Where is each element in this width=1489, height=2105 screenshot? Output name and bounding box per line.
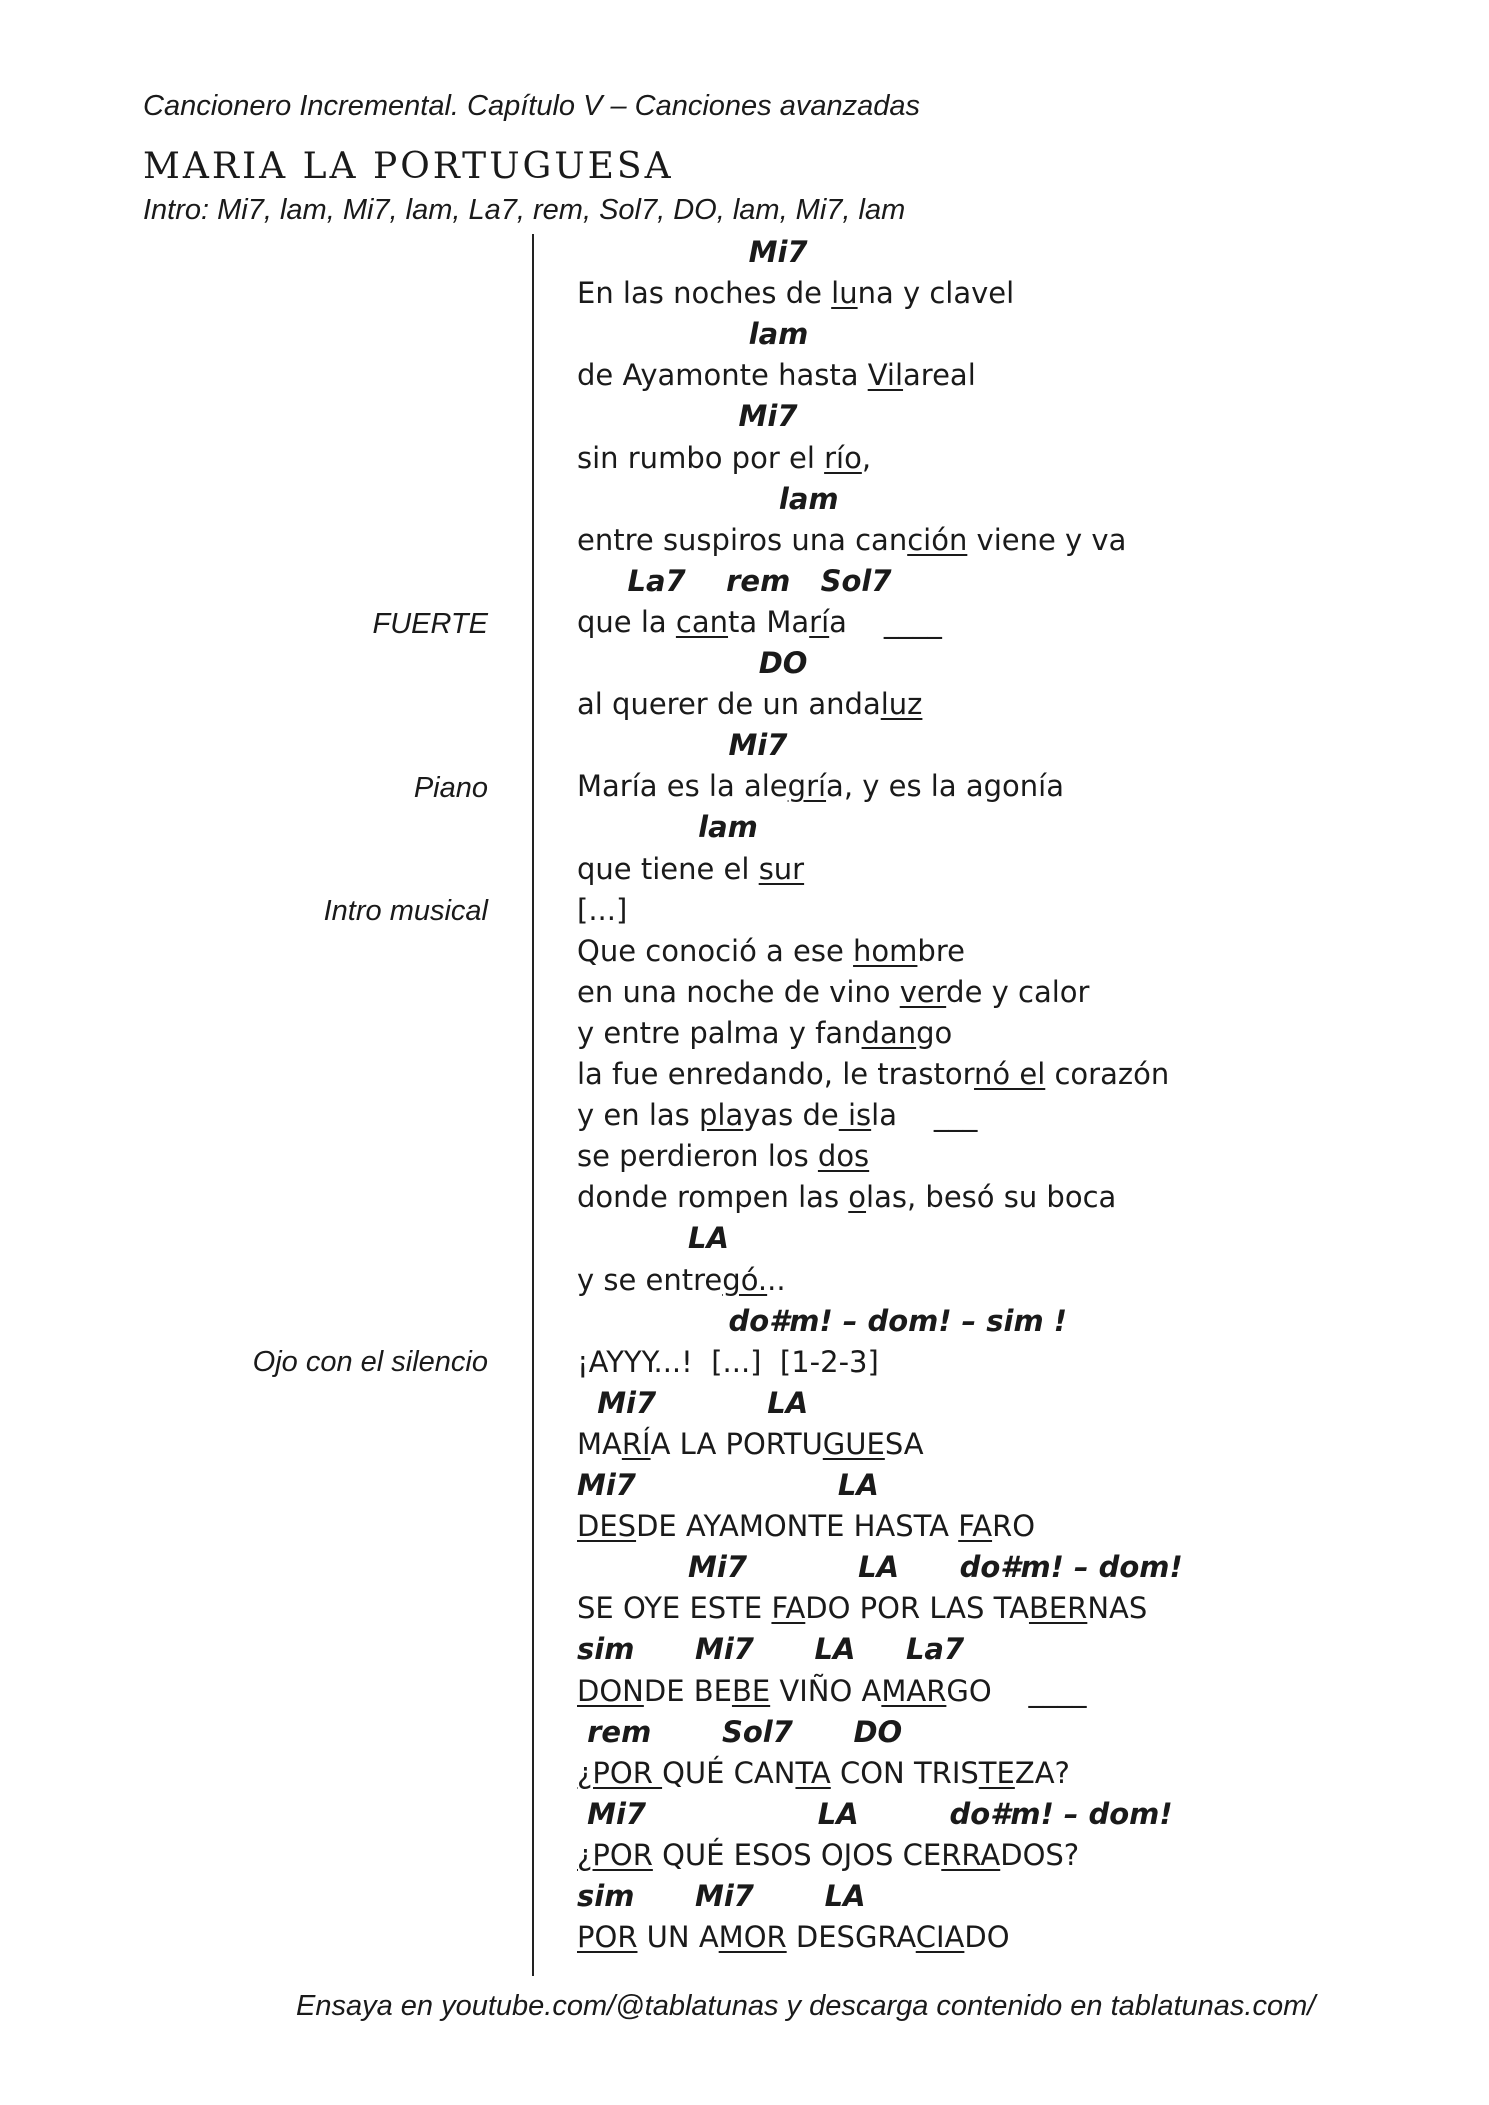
stressed-syllable: DON: [577, 1673, 644, 1708]
line-text: sim Mi7 LA La7: [577, 1632, 965, 1667]
chord-line: [577, 1712, 902, 1753]
chord-line: [577, 1301, 1067, 1342]
stressed-syllable: dan: [861, 1015, 917, 1050]
stressed-syllable: RÍ: [621, 1426, 651, 1461]
lyric-line: [577, 972, 1089, 1013]
line-text: do#m! – dom! – sim !: [577, 1303, 1067, 1338]
line-text: la fue enredando, le trastor: [577, 1057, 975, 1091]
lyric-line: [577, 766, 1064, 807]
line-text: SE OYE ESTE: [577, 1591, 772, 1626]
chord-line: [577, 396, 798, 437]
line-text: RO: [992, 1509, 1036, 1544]
chord-line: [577, 643, 807, 684]
lyric-line: [577, 273, 1014, 314]
line-text: y entre palma y fan: [577, 1015, 862, 1050]
line-text: a, y es la agonía: [826, 769, 1064, 804]
column-divider: [532, 234, 534, 1976]
note-silencio: Ojo con el silencio: [252, 1346, 488, 1378]
stressed-syllable: sur: [758, 851, 805, 886]
stressed-syllable: BE: [731, 1673, 771, 1708]
chord-line: [577, 1383, 808, 1424]
chord-line: [577, 561, 892, 602]
stressed-syllable: Vil: [867, 358, 904, 393]
stressed-syllable: RRA: [941, 1837, 1001, 1872]
chord-line: [577, 1547, 1183, 1588]
line-text: DE AYAMONTE HASTA: [636, 1509, 959, 1544]
chord-line: [577, 807, 758, 848]
line-text: Mi7 LA do#m! – dom!: [577, 1796, 1173, 1831]
line-text: DO POR LAS TA: [805, 1591, 1029, 1626]
line-text: La7 rem Sol7: [577, 563, 892, 598]
line-text: VIÑO A: [770, 1673, 882, 1708]
stressed-syllable: pla: [698, 1098, 744, 1133]
lyric-line: [577, 1342, 879, 1383]
line-text: y en las: [577, 1098, 699, 1133]
line-text: y se entre: [577, 1262, 723, 1297]
line-text: ta Ma: [728, 604, 810, 639]
stressed-syllable: CIA: [915, 1920, 965, 1955]
line-text: lam: [577, 317, 809, 352]
line-text: QUÉ ESOS OJOS CE: [652, 1837, 942, 1872]
line-text: de y calor: [946, 974, 1090, 1009]
song-title: MARIA LA PORTUGUESA: [143, 146, 674, 187]
stressed-syllable: río: [824, 440, 862, 475]
line-text: QUÉ CAN: [662, 1755, 796, 1790]
line-text: ZA?: [1014, 1755, 1070, 1790]
line-text: A LA PORTU: [650, 1426, 823, 1461]
line-text: Que conoció a ese: [577, 933, 854, 968]
line-text: SA: [884, 1426, 924, 1461]
line-text: se perdieron los: [577, 1139, 818, 1174]
stressed-syllable: lu: [831, 276, 858, 311]
line-text: sin rumbo por el: [577, 440, 825, 475]
line-text: sim Mi7 LA: [577, 1879, 866, 1913]
chord-line: [577, 232, 808, 273]
lyric-line: [577, 1835, 1079, 1876]
stressed-syllable: BER: [1028, 1591, 1088, 1626]
lyric-line: [577, 931, 965, 972]
chord-line: [577, 314, 808, 355]
stressed-syllable: TE: [978, 1755, 1015, 1790]
stressed-syllable: GUE: [822, 1426, 885, 1461]
stressed-syllable: nó el: [974, 1057, 1046, 1091]
line-text: entre suspiros una can: [577, 522, 908, 557]
line-text: go: [916, 1015, 953, 1050]
line-text: Mi7 LA do#m! – dom!: [577, 1550, 1183, 1585]
line-text: rem Sol7 DO: [577, 1714, 903, 1749]
line-text: DO: [577, 646, 808, 680]
lyric-line: [577, 1054, 1169, 1095]
lyric-line: [577, 1506, 1035, 1547]
stressed-syllable: o: [848, 1180, 867, 1215]
stressed-syllable: can: [675, 604, 729, 639]
line-text: ,: [861, 440, 872, 475]
line-text: lam: [577, 810, 758, 845]
header-subtitle: Cancionero Incremental. Capítulo V – Canciones avanzadas: [143, 90, 921, 122]
stressed-syllable: FA: [771, 1591, 806, 1626]
line-text: a: [829, 604, 884, 639]
line-text: lam: [577, 481, 839, 516]
line-text: CON TRIS: [830, 1755, 979, 1790]
stressed-syllable: FA: [958, 1509, 993, 1544]
lyric-line: [577, 1260, 786, 1301]
line-text: Mi7 LA: [577, 1468, 879, 1502]
lyric-line: [577, 1753, 1070, 1794]
line-text: MA: [577, 1426, 622, 1461]
line-text: la ___: [871, 1098, 978, 1133]
line-text: en una noche de vino: [577, 974, 900, 1009]
note-intro-musical: Intro musical: [323, 895, 488, 927]
stressed-syllable: rí: [809, 604, 830, 639]
lyric-line: [577, 1177, 1116, 1218]
line-text: NAS: [1087, 1591, 1148, 1626]
stressed-syllable: ver: [899, 974, 947, 1009]
chord-line: [577, 1218, 729, 1259]
footer-text: Ensaya en youtube.com/@tablatunas y descarga contenido en tablatunas.com/: [296, 1990, 1316, 2022]
chord-line: [577, 1794, 1173, 1835]
lyric-line: [577, 1013, 952, 1054]
line-text: DO: [964, 1920, 1010, 1955]
stressed-syllable: POR: [577, 1920, 638, 1955]
line-text: María es la ale: [577, 769, 788, 804]
lyric-line: [577, 438, 871, 479]
lyric-line: [577, 890, 627, 931]
lyric-line: [577, 1095, 977, 1136]
line-text: al querer de un anda: [577, 687, 881, 722]
line-text: DOS?: [1000, 1837, 1080, 1872]
line-text: Mi7: [577, 399, 798, 434]
stressed-syllable: luz: [880, 687, 923, 722]
line-text: UN A: [637, 1920, 719, 1955]
chord-line: [577, 1465, 879, 1506]
stressed-syllable: hom: [853, 933, 918, 968]
line-text: na y clavel: [857, 276, 1015, 311]
lyric-line: [577, 1424, 924, 1465]
stressed-syllable: grí: [787, 769, 827, 804]
line-text: DESGRA: [786, 1920, 916, 1955]
line-text: Mi7 LA: [577, 1385, 809, 1420]
lyric-line: [577, 602, 942, 643]
chord-line: [577, 479, 839, 520]
intro-chords: Intro: Mi7, lam, Mi7, lam, La7, rem, Sol7, DO, lam, Mi7, lam: [143, 194, 906, 226]
line-text: donde rompen las: [577, 1180, 849, 1215]
line-text: viene y va: [967, 522, 1127, 557]
lyric-line: [577, 1588, 1147, 1629]
line-text: de Ayamonte hasta: [577, 358, 868, 393]
line-text: GO ____: [946, 1673, 1087, 1708]
line-text: En las noches de: [577, 276, 832, 311]
line-text: yas de: [743, 1098, 839, 1133]
stressed-syllable: DES: [577, 1509, 637, 1544]
lyric-line: [577, 355, 976, 396]
line-text: DE BE: [643, 1673, 732, 1708]
line-text: [...]: [577, 892, 628, 927]
line-text: ¡AYYY...! [...] [1-2-3]: [577, 1344, 879, 1379]
line-text: areal: [903, 358, 976, 393]
stressed-syllable: ¿POR: [577, 1755, 663, 1790]
line-text: corazón: [1045, 1057, 1170, 1091]
lyric-line: [577, 1671, 1087, 1712]
lyric-line: [577, 684, 922, 725]
note-piano: Piano: [413, 772, 488, 804]
line-text: ..: [767, 1262, 786, 1297]
line-text: LA: [577, 1221, 729, 1256]
note-fuerte: FUERTE: [372, 608, 488, 640]
stressed-syllable: MAR: [881, 1673, 947, 1708]
line-text: que tiene el: [577, 851, 759, 886]
stressed-syllable: gó.: [722, 1262, 768, 1297]
lyric-line: [577, 1917, 1010, 1958]
stressed-syllable: TA: [795, 1755, 831, 1790]
chord-line: [577, 725, 787, 766]
line-text: que la: [577, 604, 676, 639]
chord-line: [577, 1629, 964, 1670]
stressed-syllable: ¿POR: [577, 1837, 653, 1872]
line-text: bre: [917, 933, 965, 968]
stressed-syllable: is: [838, 1098, 872, 1133]
line-text: Mi7: [577, 235, 808, 269]
line-text: Mi7: [577, 728, 788, 763]
stressed-syllable: ción: [907, 522, 968, 557]
lyric-line: [577, 520, 1126, 561]
lyric-line: [577, 849, 804, 890]
stressed-syllable: MOR: [718, 1920, 787, 1955]
chord-line: [577, 1876, 866, 1917]
stressed-syllable: dos: [817, 1139, 870, 1174]
line-text: las, besó su boca: [866, 1180, 1117, 1215]
line-text: ____: [883, 604, 942, 639]
lyric-line: [577, 1136, 869, 1177]
